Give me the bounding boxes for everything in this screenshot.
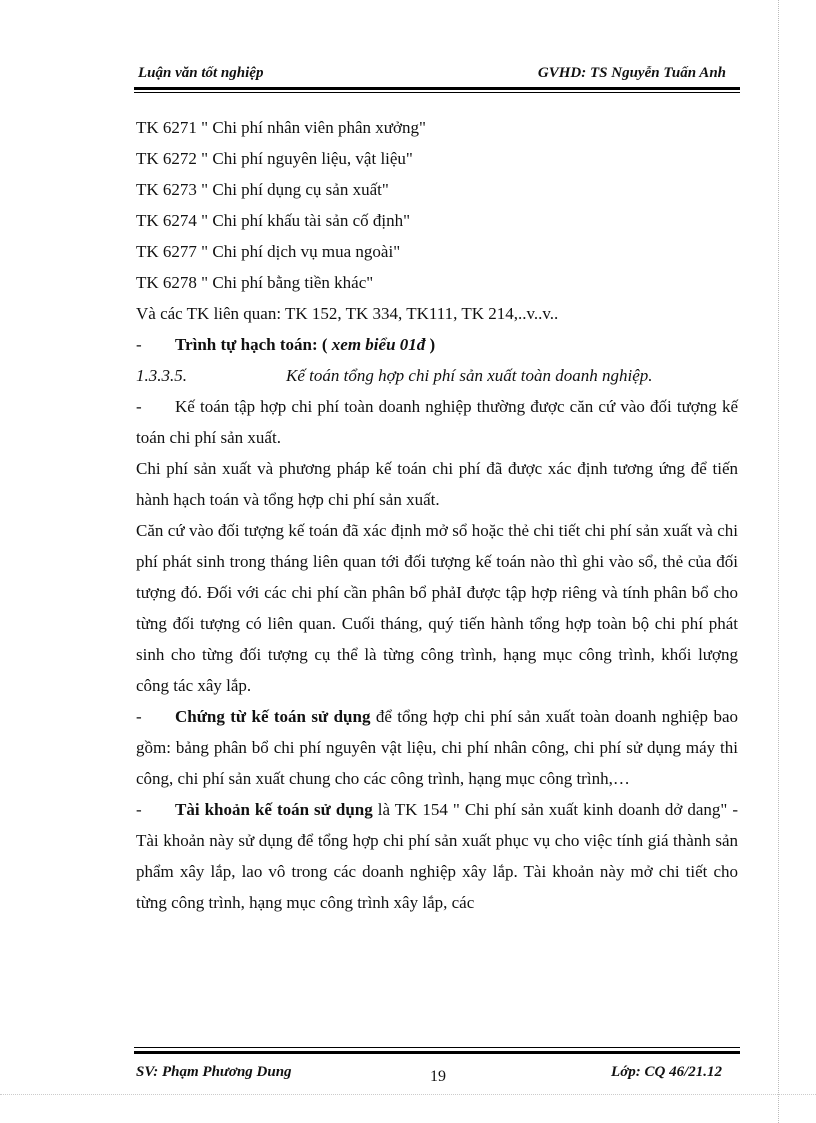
procedure-label: Trình tự hạch toán: [175,335,318,354]
bullet-dash: - [136,707,142,726]
account-line: TK 6272 " Chi phí nguyên liệu, vật liệu" [136,149,413,168]
paragraph [136,701,738,794]
account-line: TK 6278 " Chi phí bằng tiền khác" [136,273,374,292]
paragraph: Chi phí sản xuất và phương pháp kế toán chi phí đã được xác định tương ứng để tiến hành hạch toán và tổng hợp chi phí sản xuất. [136,459,738,509]
header-thesis-title: Luận văn tốt nghiệp [138,65,264,81]
section-heading [136,360,738,391]
page-edge-horizontal [0,1094,816,1095]
procedure-reference: xem biểu 01đ [331,335,426,354]
page-body [136,112,738,918]
bullet-dash: - [136,800,142,819]
paragraph-bold-term: Chứng từ kế toán sử dụng [175,707,371,726]
page-edge-vertical [778,0,779,1123]
header-rule-thin [134,92,740,93]
procedure-line [136,329,738,360]
section-number: 1.3.3.5. [136,366,187,385]
paragraph-bold-term: Tài khoản kế toán sử dụng [175,800,373,819]
header-rule-thick [134,87,740,90]
paragraph: Căn cứ vào đối tượng kế toán đã xác định mở sổ hoặc thẻ chi tiết chi phí sản xuất và chi phí phát sinh trong tháng liên quan tới đối tượng kế toán nào thì ghi vào sổ, thẻ của đối tượng đó. Đối với các chi phí cần phân bổ phảI được tập hợp riêng và tính phân bổ cho từng đối tượng có liên quan. Cuối tháng, quý tiến hành tổng hợp toàn bộ chi phí phát sinh cho từng đối tượng cụ thể là từng công trình, hạng mục công trình, khối lượng công tác xây lắp. [136,521,738,695]
related-accounts-line: Và các TK liên quan: TK 152, TK 334, TK111, TK 214,..v..v.. [136,304,559,323]
account-line: TK 6273 " Chi phí dụng cụ sản xuất" [136,180,389,199]
paragraph-text: là TK 154 " Chi phí sản xuất kinh doanh dở dang" - Tài khoản này sử dụng để tổng hợp chi phí sản xuất phục vụ cho việc tính giá thành sản phẩm xây lắp, lao vô trong các doanh nghiệp xây lắp. Tài khoản này mở chi tiết cho từng công trình, hạng mục công trình xây lắp, các [136,800,738,912]
page-number: 19 [430,1068,446,1085]
page-header [134,62,740,88]
page-footer [134,1044,740,1084]
account-line: TK 6271 " Chi phí nhân viên phân xưởng" [136,118,426,137]
procedure-paren-close: ) [425,335,436,354]
bullet-dash: - [136,335,142,354]
footer-rule-thick [134,1051,740,1054]
paragraph [136,794,738,918]
footer-class: Lớp: CQ 46/21.12 [611,1064,722,1080]
header-supervisor: GVHD: TS Nguyễn Tuấn Anh [537,65,726,81]
bullet-dash: - [136,397,142,416]
footer-rule-thin [134,1047,740,1048]
account-line: TK 6277 " Chi phí dịch vụ mua ngoài" [136,242,401,261]
paragraph-text: Kế toán tập hợp chi phí toàn doanh nghiệp thường được căn cứ vào đối tượng kế toán chi phí sản xuất. [136,397,738,447]
section-title: Kế toán tổng hợp chi phí sản xuất toàn doanh nghiệp. [286,366,653,385]
paragraph-text: để tổng hợp chi phí sản xuất toàn doanh nghiệp bao gồm: bảng phân bổ chi phí nguyên vật liệu, chi phí nhân công, chi phí sử dụng máy thi công, chi phí sản xuất chung cho các công trình, hạng mục công trình,… [136,707,738,788]
procedure-paren-open: ( [317,335,332,354]
account-line: TK 6274 " Chi phí khấu tài sản cố định" [136,211,411,230]
footer-student: SV: Phạm Phương Dung [136,1064,292,1080]
paragraph [136,391,738,453]
